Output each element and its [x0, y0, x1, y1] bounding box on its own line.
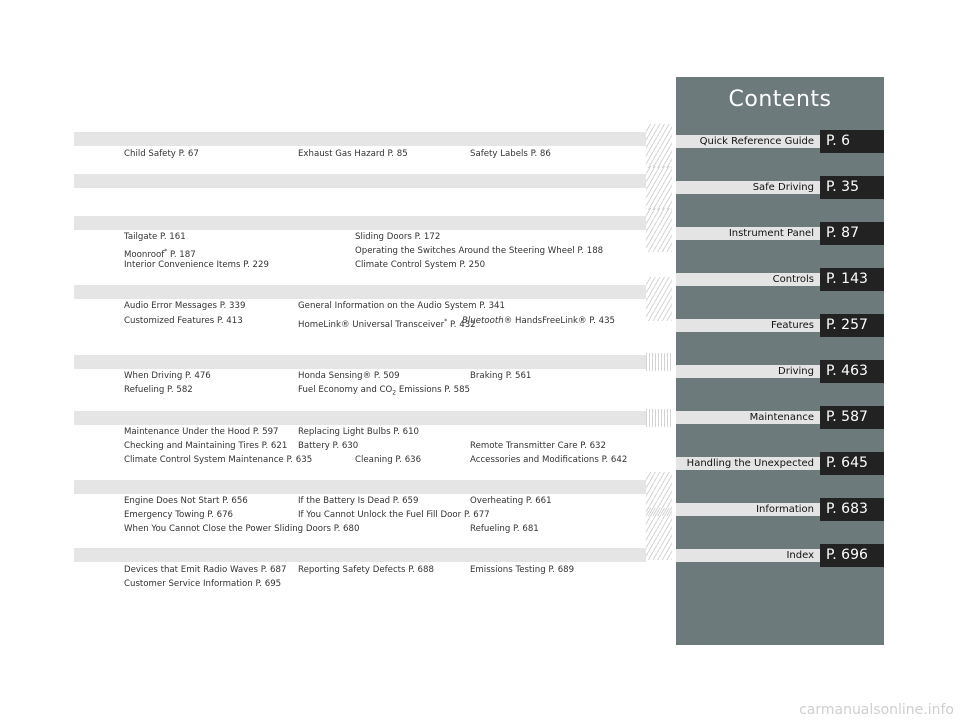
optional-marker: *	[444, 318, 448, 325]
entry-link[interactable]: Accessories and Modifications P. 642	[470, 455, 628, 465]
section-label: Features	[676, 319, 820, 332]
entry-link[interactable]: Refueling P. 582	[124, 385, 193, 395]
entry-text: ® HandsFreeLink® P. 435	[503, 316, 616, 326]
entry-link[interactable]: Sliding Doors P. 172	[355, 232, 441, 242]
section-tab-instrument-panel[interactable]	[676, 222, 884, 245]
entry-link[interactable]: Braking P. 561	[470, 371, 532, 381]
entry-link[interactable]: Checking and Maintaining Tires P. 621	[124, 441, 288, 451]
entry-link[interactable]: Emissions Testing P. 689	[470, 565, 575, 575]
section-tab-index[interactable]	[676, 544, 884, 567]
section-label: Maintenance	[676, 411, 820, 424]
entry-text: Emissions P. 585	[396, 385, 471, 395]
band-hatch	[646, 353, 672, 371]
entry-link[interactable]: Interior Convenience Items P. 229	[124, 260, 269, 270]
section-label: Handling the Unexpected	[676, 457, 820, 470]
entry-link[interactable]: Devices that Emit Radio Waves P. 687	[124, 565, 287, 575]
entry-link[interactable]: Exhaust Gas Hazard P. 85	[298, 149, 408, 159]
page-title: Contents	[728, 87, 832, 112]
entry-link[interactable]: Safety Labels P. 86	[470, 149, 551, 159]
section-page: P. 696	[820, 544, 884, 567]
entry-link[interactable]: Honda Sensing® P. 509	[298, 371, 400, 381]
entry-link[interactable]: Reporting Safety Defects P. 688	[298, 565, 434, 575]
band-hatch	[646, 409, 672, 427]
section-page: P. 143	[820, 268, 884, 291]
entry-link[interactable]: When You Cannot Close the Power Sliding Doors P. 680	[124, 524, 360, 534]
section-label: Instrument Panel	[676, 227, 820, 240]
section-page: P. 257	[820, 314, 884, 337]
section-label: Controls	[676, 273, 820, 286]
subscript: 2	[392, 389, 397, 397]
entry-link[interactable]: Battery P. 630	[298, 441, 359, 451]
section-page: P. 587	[820, 406, 884, 429]
band-quick-reference	[74, 132, 646, 146]
band-maintenance	[74, 480, 646, 494]
entry-link[interactable]: Refueling P. 681	[470, 524, 539, 534]
entry-text: Fuel Economy and CO	[298, 385, 393, 395]
entry-link[interactable]: Child Safety P. 67	[124, 149, 199, 159]
section-tab-information[interactable]	[676, 498, 884, 521]
section-tab-controls[interactable]	[676, 268, 884, 291]
section-tab-maintenance[interactable]	[676, 406, 884, 429]
band-driving	[74, 411, 646, 425]
entry-page: P. 432	[447, 319, 476, 330]
entry-link[interactable]	[298, 385, 470, 399]
entry-link[interactable]: If You Cannot Unlock the Fuel Fill Door P. 677	[298, 510, 490, 520]
entry-link[interactable]: Operating the Switches Around the Steering Wheel P. 188	[355, 246, 604, 256]
section-label: Index	[676, 549, 820, 562]
section-tab-features[interactable]	[676, 314, 884, 337]
entry-page: P. 187	[167, 249, 196, 260]
section-label: Driving	[676, 365, 820, 378]
entry-link[interactable]: Maintenance Under the Hood P. 597	[124, 427, 279, 437]
optional-marker: *	[164, 248, 168, 255]
section-page: P. 35	[820, 176, 884, 199]
band-hatch	[646, 124, 672, 168]
entry-link[interactable]	[462, 316, 615, 327]
band-features	[74, 355, 646, 369]
entry-link[interactable]: When Driving P. 476	[124, 371, 211, 381]
entry-link[interactable]: Overheating P. 661	[470, 496, 552, 506]
section-page: P. 87	[820, 222, 884, 245]
entry-link[interactable]: Climate Control System Maintenance P. 635	[124, 455, 313, 465]
entry-link[interactable]: Cleaning P. 636	[355, 455, 422, 465]
band-safe-driving	[74, 174, 646, 188]
watermark-text: carmanualsonline.info	[799, 702, 954, 718]
entry-text: HomeLink® Universal Transceiver	[298, 319, 445, 330]
section-tab-safe-driving[interactable]	[676, 176, 884, 199]
entry-link[interactable]: Remote Transmitter Care P. 632	[470, 441, 606, 451]
entry-link[interactable]: Emergency Towing P. 676	[124, 510, 234, 520]
section-label: Quick Reference Guide	[676, 135, 820, 148]
band-hatch	[646, 166, 672, 210]
band-controls	[74, 285, 646, 299]
band-hatch	[646, 508, 672, 560]
entry-link[interactable]: Engine Does Not Start P. 656	[124, 496, 248, 506]
entry-link[interactable]: Climate Control System P. 250	[355, 260, 486, 270]
entry-link[interactable]: General Information on the Audio System P. 341	[298, 301, 505, 311]
entry-link[interactable]: Replacing Light Bulbs P. 610	[298, 427, 420, 437]
section-tab-quick-reference[interactable]	[676, 130, 884, 153]
section-page: P. 463	[820, 360, 884, 383]
band-unexpected	[74, 548, 646, 562]
entry-link[interactable]	[124, 246, 196, 261]
entry-link[interactable]: Audio Error Messages P. 339	[124, 301, 246, 311]
entry-link[interactable]: Customer Service Information P. 695	[124, 579, 282, 589]
section-label: Safe Driving	[676, 181, 820, 194]
entry-link[interactable]: Tailgate P. 161	[124, 232, 186, 242]
entry-link[interactable]: Customized Features P. 413	[124, 316, 243, 326]
section-page: P. 645	[820, 452, 884, 475]
entry-text: Moonroof	[124, 249, 165, 260]
section-tab-handling-unexpected[interactable]	[676, 452, 884, 475]
band-hatch	[646, 208, 672, 252]
section-page: P. 683	[820, 498, 884, 521]
section-page: P. 6	[820, 130, 884, 153]
entry-link[interactable]	[298, 316, 476, 331]
section-label: Information	[676, 503, 820, 516]
section-tab-driving[interactable]	[676, 360, 884, 383]
band-instrument-panel	[74, 216, 646, 230]
band-hatch	[646, 277, 672, 321]
entry-link[interactable]: If the Battery Is Dead P. 659	[298, 496, 419, 506]
bluetooth-word: Bluetooth	[462, 316, 504, 326]
